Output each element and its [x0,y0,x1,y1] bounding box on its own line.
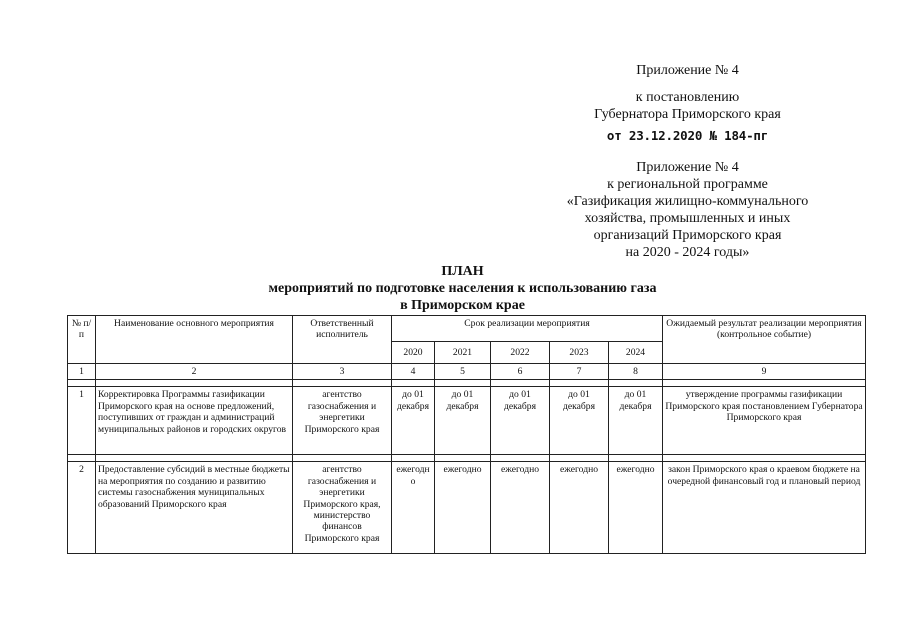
program-name-line-3: организаций Приморского края [593,228,782,243]
program-appendix-title: Приложение № 4 [636,160,739,175]
header-year-2022: 2022 [491,342,550,364]
row-expected-result: утверждение программы газификации Приморского края постановлением Губернатора Приморского края [663,387,866,455]
column-number: 6 [491,364,550,380]
row-deadline-2024: до 01 декабря [609,387,663,455]
plan-title: ПЛАН [441,264,484,279]
row-deadline-2021: ежегодно [435,462,491,554]
to-program-label: к региональной программе [607,177,768,192]
column-number-row [68,364,866,380]
appendix-title: Приложение № 4 [636,63,739,78]
row-deadline-2023: ежегодно [550,462,609,554]
row-deadline-2022: до 01 декабря [491,387,550,455]
row-activity-name: Корректировка Программы газификации Приморского края на основе предложений, поступивших от граждан и администраций муниципальных районов и городских округов [96,387,293,455]
header-num: № п/п [68,316,96,364]
header-result: Ожидаемый результат реализации мероприятия (контрольное событие) [663,316,866,364]
plan-table [67,315,866,554]
governor-label: Губернатора Приморского края [594,107,781,122]
plan-region: в Приморском крае [400,298,525,313]
header-year-2023: 2023 [550,342,609,364]
program-name-line-2: хозяйства, промышленных и иных [584,211,791,226]
row-deadline-2022: ежегодно [491,462,550,554]
program-name-line-1: «Газификация жилищно-коммунального [566,194,809,209]
row-number: 1 [68,387,96,455]
row-number: 2 [68,462,96,554]
row-deadline-2024: ежегодно [609,462,663,554]
column-number: 7 [550,364,609,380]
row-activity-name: Предоставление субсидий в местные бюджеты на мероприятия по созданию и развитию системы газоснабжения муниципальных образований Приморского края [96,462,293,554]
table-row [68,387,866,455]
row-responsible: агентство газоснабжения и энергетики Приморского края [293,387,392,455]
header-period: Срок реализации мероприятия [392,316,663,342]
column-number: 8 [609,364,663,380]
header-year-2020: 2020 [392,342,435,364]
row-deadline-2021: до 01 декабря [435,387,491,455]
column-number: 1 [68,364,96,380]
row-deadline-2023: до 01 декабря [550,387,609,455]
row-responsible: агентство газоснабжения и энергетики Приморского края, министерство финансов Приморского края [293,462,392,554]
column-number: 4 [392,364,435,380]
column-number: 2 [96,364,293,380]
row-deadline-2020: ежегодн о [392,462,435,554]
resolution-date-stamp: от 23.12.2020 № 184-пг [606,128,769,143]
column-number: 9 [663,364,866,380]
program-name-line-4: на 2020 - 2024 годы» [625,245,750,260]
header-responsible: Ответственный исполнитель [293,316,392,364]
table-row [68,462,866,554]
row-deadline-2020: до 01 декабря [392,387,435,455]
to-resolution-label: к постановлению [635,90,740,105]
plan-subtitle: мероприятий по подготовке населения к использованию газа [268,281,657,296]
column-number: 3 [293,364,392,380]
header-year-2024: 2024 [609,342,663,364]
row-expected-result: закон Приморского края о краевом бюджете на очередной финансовый год и плановый период [663,462,866,554]
header-year-2021: 2021 [435,342,491,364]
header-name: Наименование основного мероприятия [96,316,293,364]
column-number: 5 [435,364,491,380]
